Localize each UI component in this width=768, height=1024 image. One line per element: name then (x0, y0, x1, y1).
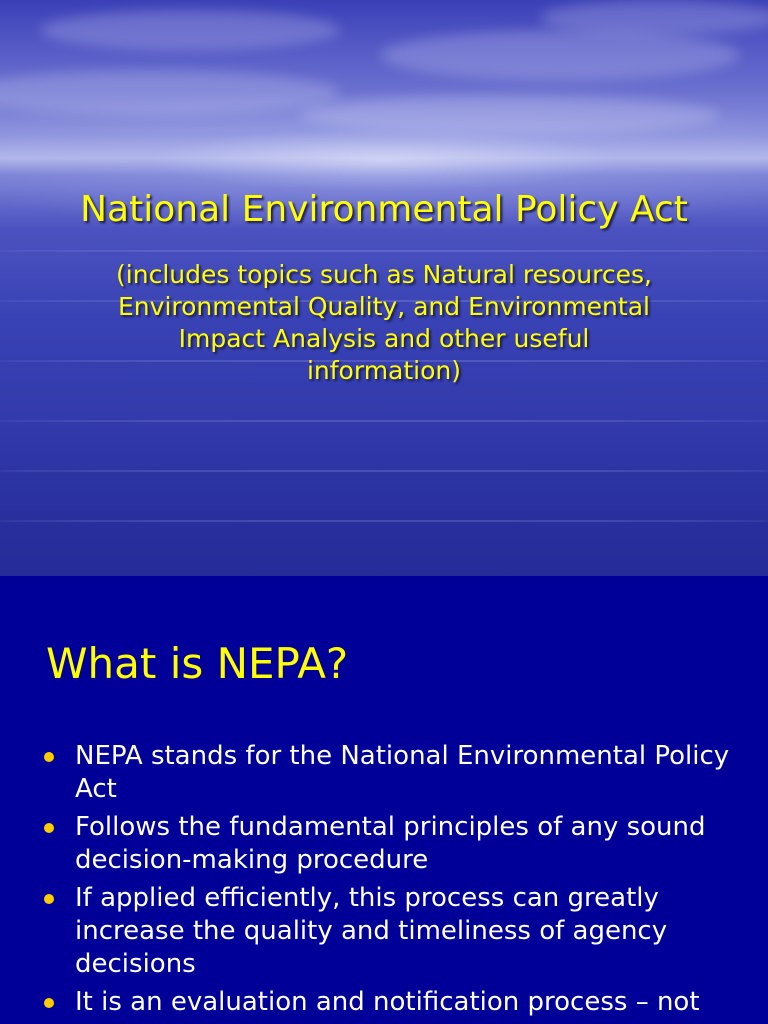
bullet-dot-icon (44, 998, 54, 1008)
bullet-dot-icon (44, 823, 54, 833)
bullet-text: NEPA stands for the National Environmental Policy Act (75, 741, 730, 804)
bullet-text: Follows the fundamental principles of any sound decision-making procedure (75, 812, 706, 875)
background-cloud (40, 10, 340, 50)
slide-1-title: National Environmental Policy Act (80, 189, 688, 230)
background-cloud (300, 95, 720, 135)
bullet-item (42, 882, 742, 981)
bullet-text: If applied efficiently, this process can greatly increase the quality and timeliness of agency decisions (75, 883, 668, 979)
background-cloud (540, 0, 768, 35)
slide-2 (0, 576, 768, 1024)
water-ripple (0, 520, 768, 522)
bullet-dot-icon (44, 894, 54, 904)
background-cloud (380, 30, 740, 80)
water-ripple (0, 420, 768, 422)
bullet-text: It is an evaluation and notification process – not (75, 987, 700, 1017)
slide-1-subtitle: (includes topics such as Natural resources, Environmental Quality, and Environmental Impact Analysis and other useful information) (116, 260, 652, 385)
bullet-dot-icon (44, 752, 54, 762)
water-ripple (0, 470, 768, 472)
background-cloud (0, 70, 340, 115)
bullet-item (42, 811, 742, 877)
bullet-list (42, 740, 742, 1024)
water-ripple (0, 250, 768, 252)
bullet-item (42, 986, 742, 1019)
slide-2-title: What is NEPA? (46, 639, 349, 688)
bullet-item (42, 740, 742, 806)
